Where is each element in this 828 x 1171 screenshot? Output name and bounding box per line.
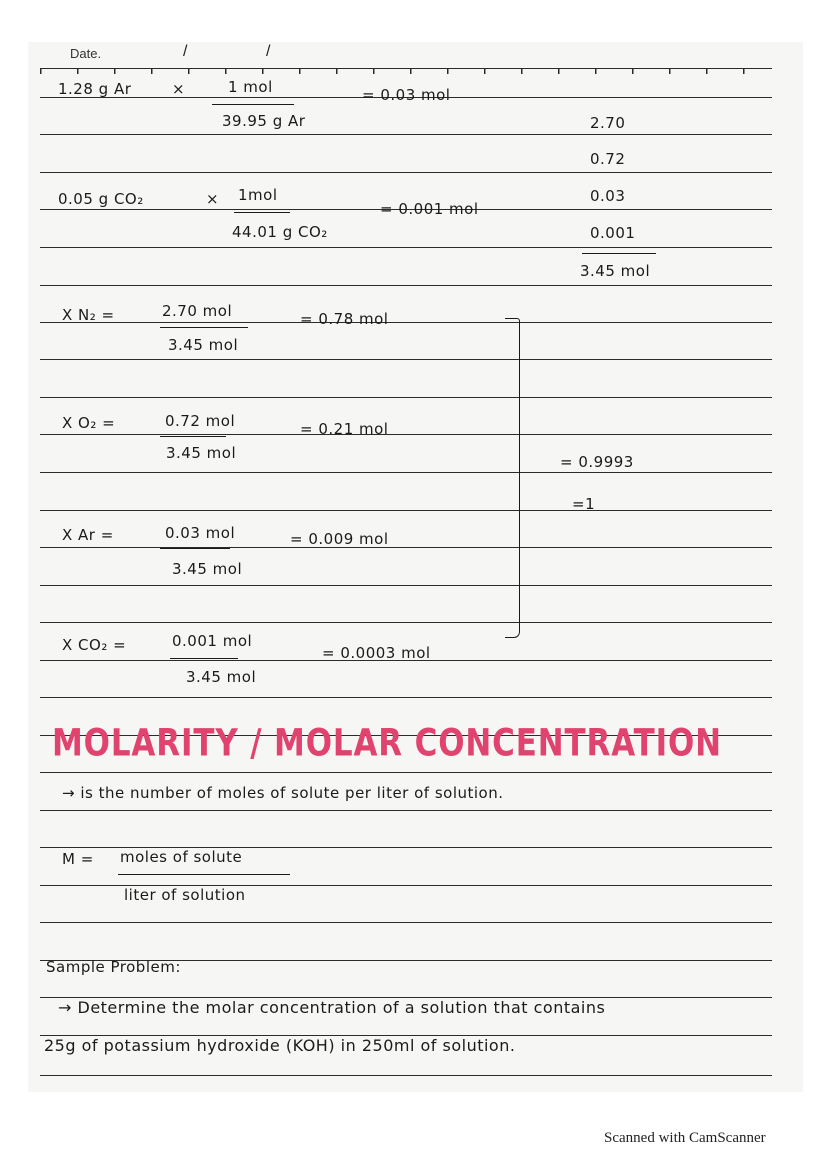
mole-fraction-denominator: 3.45 mol	[186, 668, 257, 686]
mole-fraction-label: X N₂ =	[62, 306, 115, 324]
co2-numerator: 1mol	[238, 186, 278, 204]
ruled-line	[40, 285, 772, 286]
sum-value-n2: 2.70	[590, 114, 626, 132]
mole-fraction-denominator: 3.45 mol	[166, 444, 237, 462]
ruled-line	[40, 172, 772, 173]
ruled-line	[40, 510, 772, 511]
ruled-line	[40, 434, 772, 435]
fraction-bar	[160, 548, 230, 549]
mole-fraction-numerator: 0.03 mol	[165, 524, 236, 542]
mole-fraction-result: = 0.78 mol	[300, 310, 389, 328]
mole-fraction-result: = 0.0003 mol	[322, 644, 431, 662]
sum-value-co2: 0.001	[590, 224, 636, 242]
fraction-bar	[160, 436, 226, 437]
ruled-line	[40, 1075, 772, 1076]
bracket-sum-rounded: =1	[572, 495, 596, 513]
sum-value-o2: 0.72	[590, 150, 626, 168]
co2-given: 0.05 g CO₂	[58, 190, 144, 208]
sum-bracket	[505, 318, 520, 638]
mole-fraction-denominator: 3.45 mol	[172, 560, 243, 578]
ruled-line	[40, 247, 772, 248]
sum-value-ar: 0.03	[590, 187, 626, 205]
formula-label: M =	[62, 850, 94, 868]
mole-fraction-result: = 0.21 mol	[300, 420, 389, 438]
date-slash: /	[183, 43, 188, 60]
date-ruler-ticks	[40, 68, 772, 74]
co2-result: = 0.001 mol	[380, 200, 479, 218]
fraction-bar	[160, 327, 248, 328]
mole-fraction-numerator: 0.001 mol	[172, 632, 253, 650]
sample-problem-title: Sample Problem:	[46, 958, 181, 976]
ruled-line	[40, 322, 772, 323]
formula-denominator: liter of solution	[124, 886, 246, 904]
ar-numerator: 1 mol	[228, 78, 273, 96]
date-label: Date.	[70, 46, 102, 61]
sum-line	[582, 253, 656, 254]
fraction-bar	[234, 212, 290, 213]
ruled-line	[40, 585, 772, 586]
date-slash: /	[266, 43, 271, 60]
mole-fraction-numerator: 0.72 mol	[165, 412, 236, 430]
ar-denominator: 39.95 g Ar	[222, 112, 306, 130]
fraction-bar	[118, 874, 290, 875]
ruled-line	[40, 359, 772, 360]
ruled-line	[40, 622, 772, 623]
ruled-line	[40, 810, 772, 811]
ruled-line	[40, 397, 772, 398]
section-heading: MOLARITY / MOLAR CONCENTRATION	[52, 722, 722, 766]
scanner-watermark: Scanned with CamScanner	[604, 1130, 766, 1146]
ar-result: = 0.03 mol	[362, 86, 451, 104]
fraction-bar	[212, 104, 294, 105]
mole-fraction-label: X Ar =	[62, 526, 114, 544]
ruled-line	[40, 547, 772, 548]
ar-given: 1.28 g Ar	[58, 80, 132, 98]
ruled-line	[40, 134, 772, 135]
mole-fraction-result: = 0.009 mol	[290, 530, 389, 548]
co2-denominator: 44.01 g CO₂	[232, 223, 328, 241]
ruled-line	[40, 922, 772, 923]
sum-total: 3.45 mol	[580, 262, 651, 280]
ruled-line	[40, 472, 772, 473]
mole-fraction-label: X CO₂ =	[62, 636, 127, 654]
definition-text: → is the number of moles of solute per liter of solution.	[62, 784, 504, 802]
mole-fraction-denominator: 3.45 mol	[168, 336, 239, 354]
mole-fraction-numerator: 2.70 mol	[162, 302, 233, 320]
ruled-line	[40, 772, 772, 773]
ruled-line	[40, 697, 772, 698]
formula-numerator: moles of solute	[120, 848, 243, 866]
mole-fraction-label: X O₂ =	[62, 414, 116, 432]
bracket-sum-approx: = 0.9993	[560, 453, 634, 471]
sample-problem-line2: 25g of potassium hydroxide (KOH) in 250ml of solution.	[44, 1036, 516, 1055]
sample-problem-line1: → Determine the molar concentration of a solution that contains	[58, 998, 606, 1017]
fraction-bar	[170, 658, 238, 659]
times-sign: ×	[172, 80, 186, 98]
times-sign: ×	[206, 190, 220, 208]
